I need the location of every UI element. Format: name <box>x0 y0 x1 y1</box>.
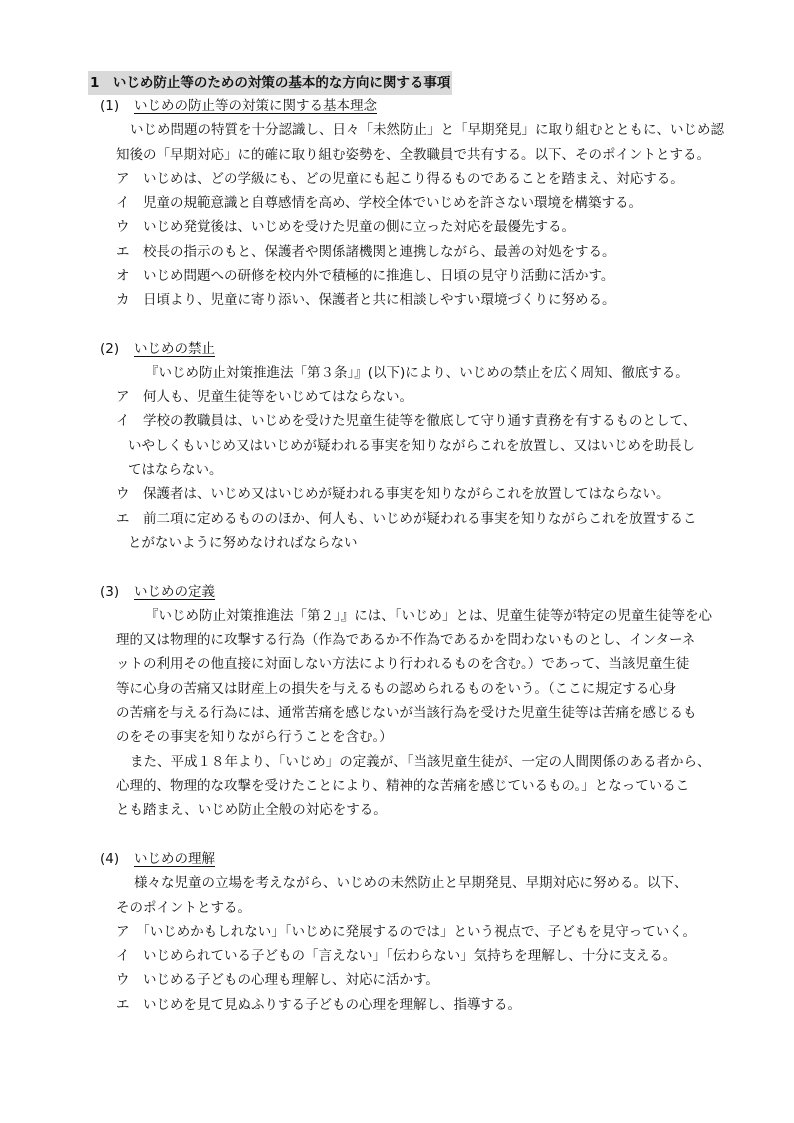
list-item: ア 何人も、児童生徒等をいじめてはならない。 <box>116 389 413 405</box>
list-item: オ いじめ問題への研修を校内外で積極的に推進し、日頃の見守り活動に活かす。 <box>116 268 615 284</box>
paragraph-line: のをその事実を知りながら行うことを含む。） <box>116 729 393 745</box>
list-item: ア いじめは、どの学級にも、どの児童にも起こり得るものであることを踏まえ、対応する。 <box>116 171 684 187</box>
list-item: イ 学校の教職員は、いじめを受けた児童生徒等を徹底して守り通す責務を有するものとして、 <box>116 413 697 429</box>
paragraph-line: 『いじめ防止対策推進法「第２」』には、「いじめ」とは、児童生徒等が特定の児童生徒等を心 <box>145 608 712 624</box>
section-3-title: いじめの定義 <box>134 584 215 600</box>
section-1-number: (1) <box>100 98 120 114</box>
paragraph-line: 心理的、物理的な攻撃を受けたことにより、精神的な苦痛を感じているもの。」となっているこ <box>116 778 690 794</box>
paragraph-line: いじめ問題の特質を十分認識し、日々「未然防止」と「早期発見」に取り組むとともに、いじめ認 <box>130 122 724 138</box>
list-item: エ 前二項に定めるもののほか、何人も、いじめが疑われる事実を知りながらこれを放置するこ <box>116 511 697 527</box>
paragraph-line: の苦痛を与える行為には、通常苦痛を感じないが当該行為を受けた児童生徒等は苦痛を感じるも <box>116 705 697 721</box>
section-1-title: いじめの防止等の対策に関する基本理念 <box>134 98 377 114</box>
list-item: ア 「いじめかもしれない」「いじめに発展するのでは」という視点で、子どもを見守っていく。 <box>116 924 696 940</box>
paragraph-line: とも踏まえ、いじめ防止全般の対応をする。 <box>116 802 387 818</box>
paragraph-line: 知後の「早期対応」に的確に取り組む姿勢を、全教職員で共有する。以下、そのポイントとする。 <box>116 147 710 163</box>
paragraph-line: 『いじめ防止対策推進法「第３条」』(以下)により、いじめの禁止を広く周知、徹底する。 <box>145 365 689 381</box>
list-item: ウ いじめ発覚後は、いじめを受けた児童の側に立った対応を最優先する。 <box>116 219 575 235</box>
paragraph-line: 理的又は物理的に攻撃する行為（作為であるか不作為であるかを問わないものとし、インターネ <box>116 632 696 648</box>
section-4-title: いじめの理解 <box>134 851 215 867</box>
section-4-number: (4) <box>100 851 120 867</box>
list-item: イ 児童の規範意識と自尊感情を高め、学校全体でいじめを許さない環境を構築する。 <box>116 195 642 211</box>
section-2-title: いじめの禁止 <box>134 341 215 357</box>
list-item: エ いじめを見て見ぬふりする子どもの心理を理解し、指導する。 <box>116 997 521 1013</box>
section-3-number: (3) <box>100 584 120 600</box>
paragraph-line: 等に心身の苦痛又は財産上の損失を与えるもの認められるものをいう。（ここに規定する心身 <box>116 681 677 697</box>
list-item: イ いじめられている子どもの「言えない」「伝わらない」気持ちを理解し、十分に支える。 <box>116 948 677 964</box>
section-2-number: (2) <box>100 341 120 357</box>
paragraph-line: また、平成１８年より、「いじめ」の定義が、「当該児童生徒が、一定の人間関係のある者から、 <box>130 754 711 770</box>
list-item-continuation: てはならない。 <box>128 462 223 478</box>
list-item: ウ 保護者は、いじめ又はいじめが疑われる事実を知りながらこれを放置してはならない。 <box>116 486 670 502</box>
list-item-continuation: とがないように努めなければならない <box>128 535 358 551</box>
paragraph-line: ットの利用その他直接に対面しない方法により行われるものを含む。）であって、当該児童生徒 <box>116 656 690 672</box>
paragraph-line: そのポイントとする。 <box>116 900 251 916</box>
list-item-continuation: いやしくもいじめ又はいじめが疑われる事実を知りながらこれを放置し、又はいじめを助長し <box>128 438 695 454</box>
list-item: エ 校長の指示のもと、保護者や関係諸機関と連携しながら、最善の対処をする。 <box>116 244 616 260</box>
paragraph-line: 様々な児童の立場を考えながら、いじめの未然防止と早期発見、早期対応に努める。以下、 <box>134 875 688 891</box>
document-heading: 1 いじめ防止等のための対策の基本的な方向に関する事項 <box>88 71 452 95</box>
list-item: カ 日頃より、児童に寄り添い、保護者と共に相談しやすい環境づくりに努める。 <box>116 292 616 308</box>
list-item: ウ いじめる子どもの心理も理解し、対応に活かす。 <box>116 972 439 988</box>
